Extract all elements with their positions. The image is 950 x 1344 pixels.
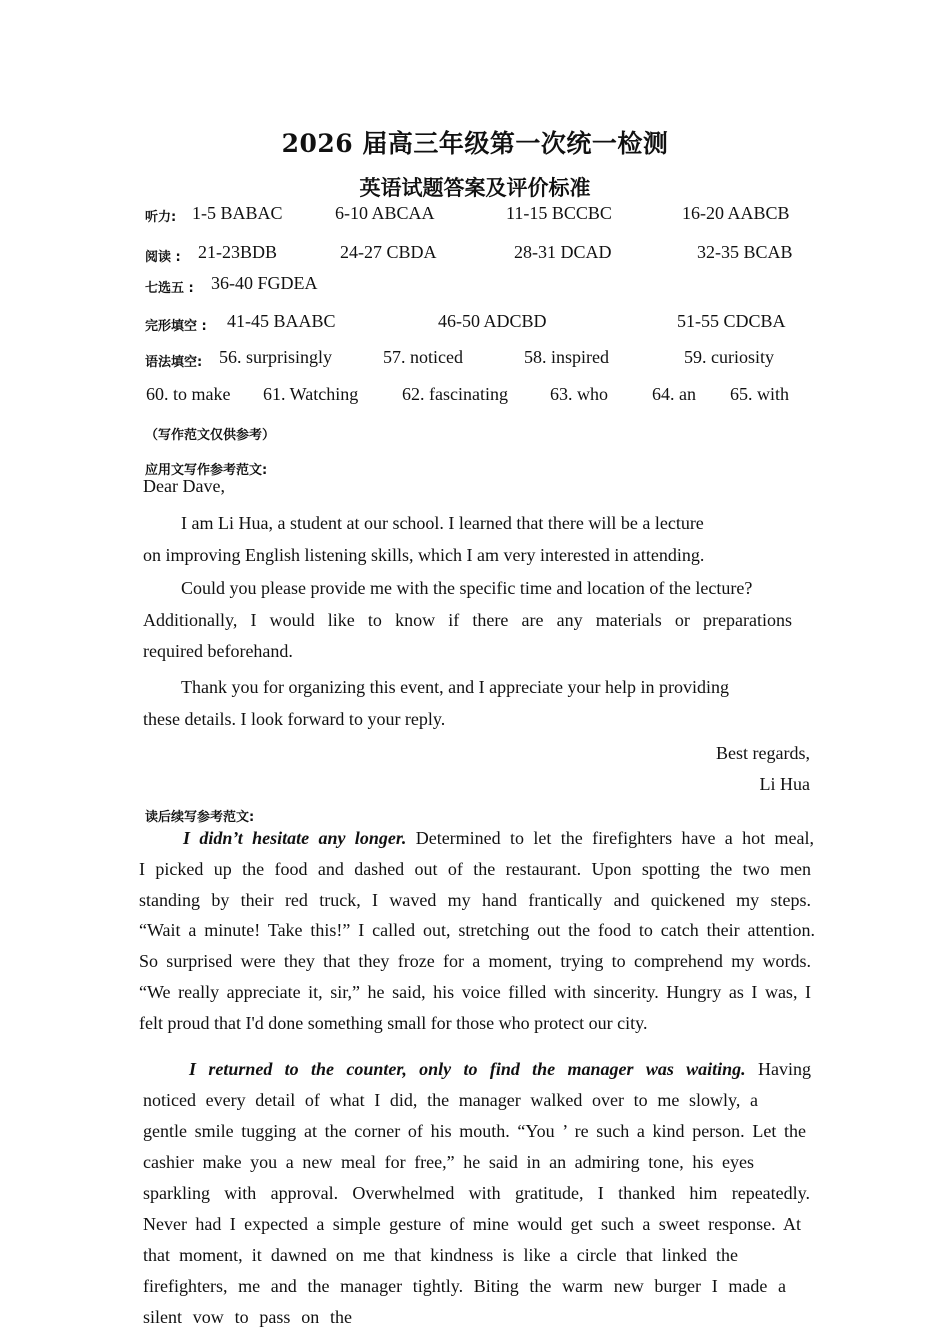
letter-line: Could you please provide me with the specific time and location of the lecture? xyxy=(181,578,753,598)
page-title: 2026 届高三年级第一次统一检测 xyxy=(281,129,669,158)
story-line: cashier make you a new meal for free,” he said in an admiring tone, his eyes xyxy=(143,1152,754,1172)
listening-answers xyxy=(0,203,950,229)
story-line: gentle smile tugging at the corner of his mouth. “You ’ re such a kind person. Let the xyxy=(143,1121,806,1141)
story-line: felt proud that I'd done something small for those who protect our city. xyxy=(139,1013,648,1033)
answer-group: 6-10 ABCAA xyxy=(335,203,435,223)
story-line: “Wait a minute! Take this!” I called out, stretching out the food to catch their attention. xyxy=(139,920,815,940)
story-line: standing by their red truck, I waved my hand frantically and quickened my steps. xyxy=(139,890,811,910)
answer-group: 32-35 BCAB xyxy=(697,242,793,262)
story-line: silent vow to pass on the xyxy=(143,1307,352,1327)
paragraph-lead-sentence: I returned to the counter, only to find the manager was waiting. xyxy=(189,1059,746,1079)
story-text: Having xyxy=(758,1059,811,1079)
answer-group: 28-31 DCAD xyxy=(514,242,612,262)
story-line xyxy=(183,828,814,849)
cloze-answers xyxy=(0,311,950,337)
letter-line: Thank you for organizing this event, and I appreciate your help in providing xyxy=(181,677,730,697)
story-line: sparkling with approval. Overwhelmed with gratitude, I thanked him repeatedly. xyxy=(143,1183,810,1203)
answer-group: 46-50 ADCBD xyxy=(438,311,547,331)
page-subtitle: 英语试题答案及评价标准 xyxy=(359,175,591,200)
cloze-label: 完形填空 : xyxy=(145,319,207,334)
letter-line: I am Li Hua, a student at our school. I learned that there will be a lecture xyxy=(181,513,704,533)
story-line: “We really appreciate it, sir,” he said, his voice filled with sincerity. Hungry as I was, I xyxy=(139,982,811,1002)
letter-closing: Best regards, xyxy=(716,743,810,763)
listening-label: 听力: xyxy=(145,210,177,225)
writing-note: （写作范文仅供参考） xyxy=(145,428,276,443)
answer-item: 65. with xyxy=(730,384,790,404)
continuation-writing-label: 读后续写参考范文: xyxy=(145,810,255,825)
story-line: that moment, it dawned on me that kindness is like a circle that linked the xyxy=(143,1245,738,1265)
story-line: Never had I expected a simple gesture of mine would get such a sweet response. At xyxy=(143,1214,801,1234)
letter-line: Additionally, I would like to know if there are any materials or preparations xyxy=(143,610,792,630)
grammar-label: 语法填空: xyxy=(145,355,203,370)
answer-group: 41-45 BAABC xyxy=(227,311,336,331)
applied-writing-label: 应用文写作参考范文: xyxy=(145,463,268,478)
answer-item: 60. to make xyxy=(146,384,231,404)
answer-item: 62. fascinating xyxy=(402,384,508,404)
answer-item: 56. surprisingly xyxy=(219,347,333,367)
answer-group: 21-23BDB xyxy=(198,242,278,262)
answer-item: 61. Watching xyxy=(263,384,359,404)
story-line: noticed every detail of what I did, the manager walked over to me slowly, a xyxy=(143,1090,758,1110)
story-line: So surprised were they that they froze for a moment, trying to comprehend my words. xyxy=(139,951,811,971)
answer-item: 58. inspired xyxy=(524,347,609,367)
reading-answers xyxy=(0,242,950,268)
letter-salutation: Dear Dave, xyxy=(143,476,225,496)
answer-item: 63. who xyxy=(550,384,608,404)
seven-choose-five-answers xyxy=(0,273,950,299)
story-line: firefighters, me and the manager tightly. Biting the warm new burger I made a xyxy=(143,1276,786,1296)
answer-group: 24-27 CBDA xyxy=(340,242,437,262)
answer-group: 1-5 BABAC xyxy=(192,203,283,223)
answer-item: 57. noticed xyxy=(383,347,463,367)
answer-group: 36-40 FGDEA xyxy=(211,273,318,293)
paragraph-lead-sentence: I didn’t hesitate any longer. xyxy=(183,828,407,848)
letter-line: on improving English listening skills, which I am very interested in attending. xyxy=(143,545,705,565)
story-line xyxy=(189,1059,811,1080)
answer-item: 59. curiosity xyxy=(684,347,774,367)
letter-signature: Li Hua xyxy=(759,774,810,794)
grammar-answers-row2 xyxy=(0,384,950,410)
story-line: I picked up the food and dashed out of the restaurant. Upon spotting the two men xyxy=(139,859,811,879)
answer-group: 16-20 AABCB xyxy=(682,203,790,223)
answer-group: 11-15 BCCBC xyxy=(506,203,612,223)
seven-choose-five-label: 七选五 : xyxy=(145,281,194,296)
letter-line: these details. I look forward to your reply. xyxy=(143,709,446,729)
story-text: Determined to let the firefighters have a hot meal, xyxy=(415,828,815,848)
letter-line: required beforehand. xyxy=(143,641,293,661)
reading-label: 阅读 : xyxy=(145,250,181,265)
grammar-answers-row1 xyxy=(0,347,950,373)
answer-group: 51-55 CDCBA xyxy=(677,311,786,331)
answer-item: 64. an xyxy=(652,384,696,404)
